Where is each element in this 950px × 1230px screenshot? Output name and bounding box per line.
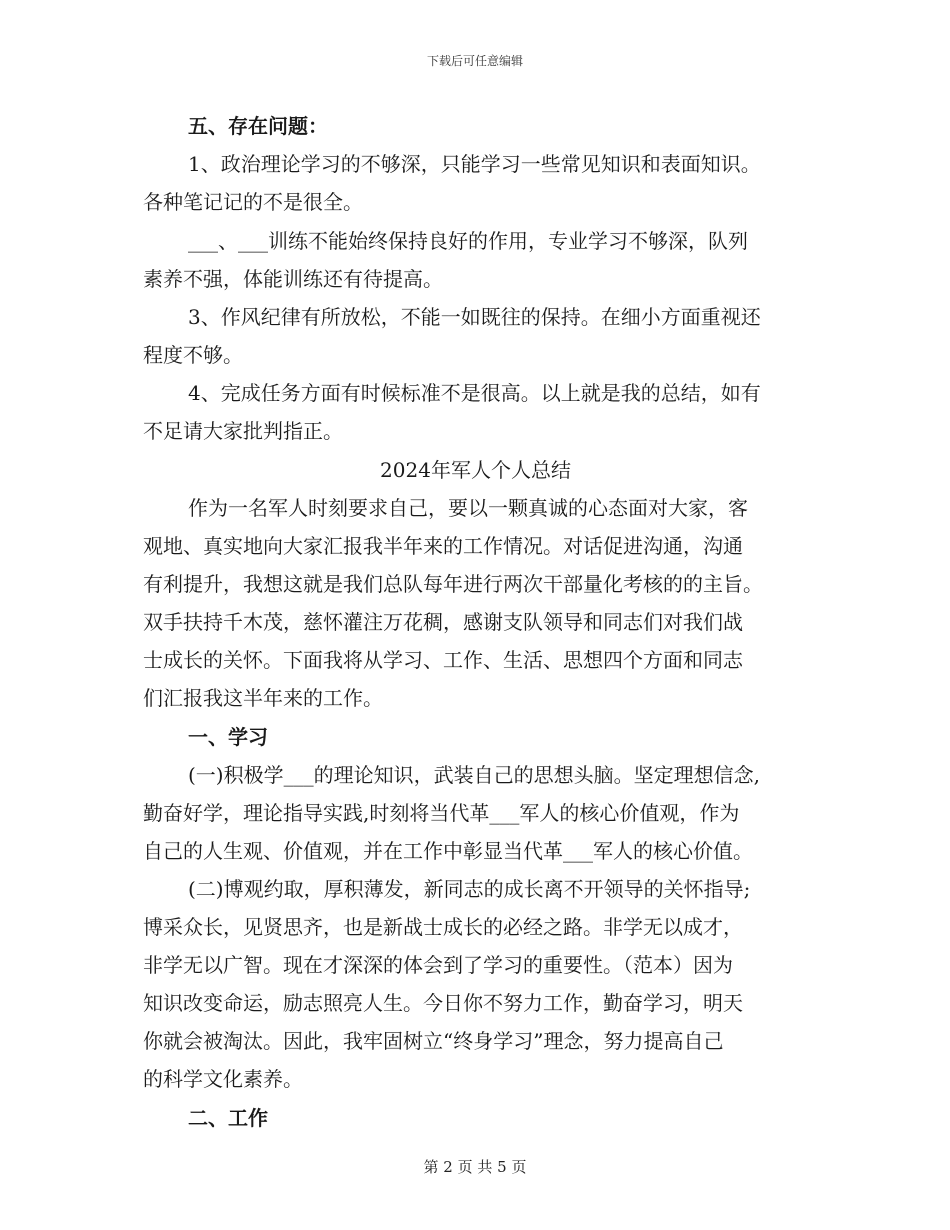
paragraph-line: 双手扶持千木茂，慈怀灌注万花稠，感谢支队领导和同志们对我们战	[143, 610, 743, 634]
paragraph-line: 3、作风纪律有所放松，不能一如既往的保持。在细小方面重视还	[188, 305, 761, 329]
page-footer: 第 2 页 共 5 页	[423, 1158, 527, 1176]
paragraph-line: 程度不够。	[143, 343, 243, 367]
paragraph-line: 不足请大家批判指正。	[143, 419, 343, 443]
paragraph-line: 自己的人生观、价值观，并在工作中彰显当代革___军人的核心价值。	[143, 839, 753, 863]
paragraph-line: 观地、真实地向大家汇报我半年来的工作情况。对话促进沟通，沟通	[143, 534, 743, 558]
paragraph-line: (一)积极学___的理论知识，武装自己的思想头脑。坚定理想信念,	[188, 763, 760, 787]
section-heading-problems: 五、存在问题：	[188, 114, 328, 138]
paragraph-line: 的科学文化素养。	[143, 1067, 303, 1091]
document-title: 2024年军人个人总结	[380, 458, 571, 482]
paragraph-line: 博采众长，见贤思齐，也是新战士成长的必经之路。非学无以成才，	[143, 915, 743, 939]
paragraph-line: 1、政治理论学习的不够深，只能学习一些常见知识和表面知识。	[188, 152, 761, 176]
page-header: 下载后可任意编辑	[426, 54, 523, 68]
paragraph-line: 素养不强，体能训练还有待提高。	[143, 267, 443, 291]
paragraph-line: 各种笔记记的不是很全。	[143, 190, 363, 214]
paragraph-line: 你就会被淘汰。因此，我牢固树立“终身学习”理念，努力提高自己	[143, 1029, 724, 1053]
paragraph-line: (二)博观约取，厚积薄发，新同志的成长离不开领导的关怀指导;	[188, 877, 751, 901]
paragraph-line: 非学无以广智。现在才深深的体会到了学习的重要性。（范本）因为	[143, 953, 733, 977]
paragraph-line: 士成长的关怀。下面我将从学习、工作、生活、思想四个方面和同志	[143, 648, 743, 672]
section-heading-study: 一、学习	[188, 725, 268, 749]
paragraph-line: 4、完成任务方面有时候标准不是很高。以上就是我的总结，如有	[188, 381, 761, 405]
paragraph-line: 有利提升，我想这就是我们总队每年进行两次干部量化考核的的主旨。	[143, 572, 763, 596]
paragraph-line: 勤奋好学，理论指导实践,时刻将当代革___军人的核心价值观，作为	[143, 801, 740, 825]
section-heading-work: 二、工作	[188, 1106, 268, 1130]
paragraph-line: 们汇报我这半年来的工作。	[143, 686, 383, 710]
paragraph-line: ___、___训练不能始终保持良好的作用，专业学习不够深，队列	[188, 229, 748, 253]
paragraph-line: 知识改变命运，励志照亮人生。今日你不努力工作，勤奋学习，明天	[143, 991, 743, 1015]
paragraph-line: 作为一名军人时刻要求自己，要以一颗真诚的心态面对大家，客	[188, 496, 748, 520]
